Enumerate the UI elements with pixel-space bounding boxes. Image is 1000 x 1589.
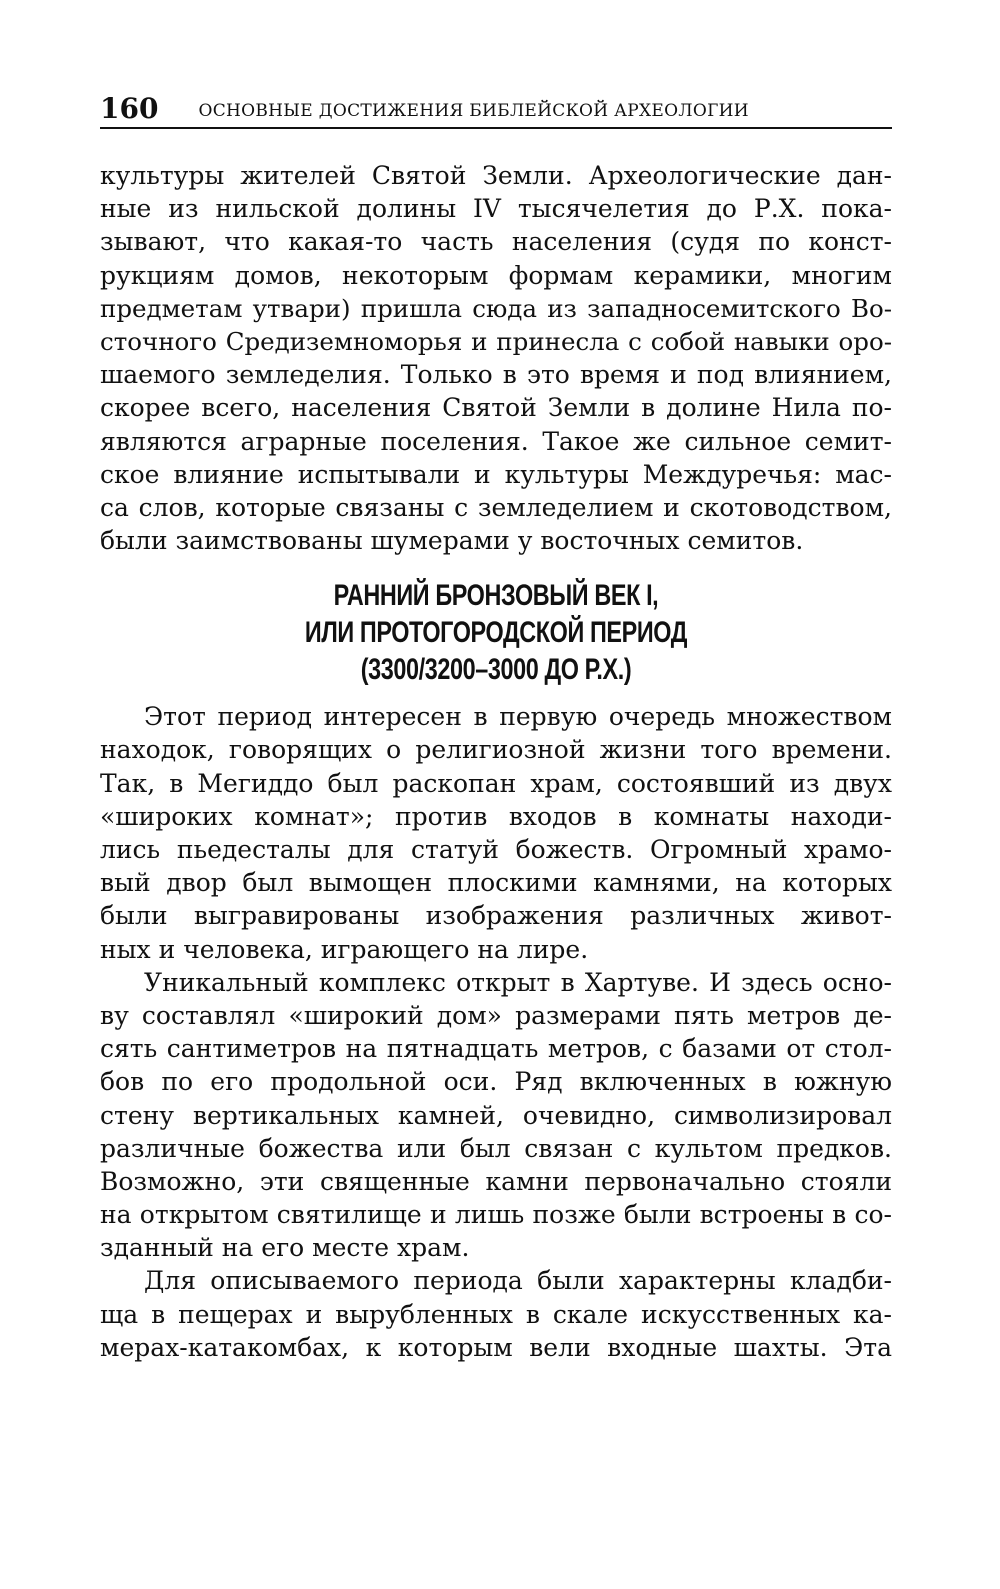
text-line: вый двор был вымощен плоскими камнями, на которых xyxy=(100,868,892,898)
text-line: были выгравированы изображения различных живот- xyxy=(100,901,892,931)
text-line: мерах-катакомбах, к которым вели входные шахты. Эта xyxy=(100,1332,892,1362)
text-line: сточного Средиземноморья и принесла с собой навыки оро- xyxy=(100,326,892,356)
text-line: ву составлял «широкий дом» размерами пять метров де- xyxy=(100,1000,892,1030)
text-line: на открытом святилище и лишь позже были встроены в со- xyxy=(100,1200,892,1230)
text-line: сять сантиметров на пятнадцать метров, с базами от стол- xyxy=(100,1034,892,1064)
text-line: «широких комнат»; против входов в комнаты находи- xyxy=(100,801,892,831)
text-line: скорее всего, населения Святой Земли в долине Нила по- xyxy=(100,393,892,423)
text-line: Возможно, эти священные камни первоначально стояли xyxy=(100,1166,892,1196)
text-line: зывают, что какая-то часть населения (судя по конст- xyxy=(100,227,892,257)
text-line: являются аграрные поселения. Такое же сильное семит- xyxy=(100,426,892,456)
text-line: ных и человека, играющего на лире. xyxy=(100,934,589,964)
paragraph-4 xyxy=(100,1264,892,1364)
text-line: Так, в Мегиддо был раскопан храм, состоявший из двух xyxy=(100,768,892,798)
heading-line: РАННИЙ БРОНЗОВЫЙ ВЕК I, xyxy=(333,579,659,613)
text-line: были заимствованы шумерами у восточных семитов. xyxy=(100,526,804,556)
text-line: предметам утвари) пришла сюда из западносемитского Во- xyxy=(100,293,892,323)
running-head xyxy=(100,92,892,129)
text-line: лись пьедесталы для статуй божеств. Огромный храмо- xyxy=(100,835,892,864)
text-line: Этот период интересен в первую очередь множеством xyxy=(144,702,892,732)
text-line: Для описываемого периода были характерны кладби- xyxy=(144,1266,892,1296)
text-line: ные из нильской долины IV тысячелетия до Р.Х. пока- xyxy=(100,194,892,224)
heading-line: (3300/3200–3000 ДО Р.Х.) xyxy=(360,653,632,687)
text-line: различные божества или был связан с культом предков. xyxy=(100,1133,892,1163)
paragraph-2 xyxy=(100,700,892,966)
text-line: шаемого земледелия. Только в это время и под влиянием, xyxy=(100,360,892,390)
book-page xyxy=(100,92,892,1364)
text-line: ское влияние испытывали и культуры Междуречья: мас- xyxy=(100,459,892,489)
paragraph-1 xyxy=(100,159,892,557)
section-heading xyxy=(100,577,892,688)
text-line: находок, говорящих о религиозной жизни того времени. xyxy=(100,735,892,765)
text-line: зданный на его месте храм. xyxy=(100,1233,470,1263)
text-line: культуры жителей Святой Земли. Археологические дан- xyxy=(100,161,892,190)
text-line: са слов, которые связаны с земледелием и скотоводством, xyxy=(100,492,892,522)
text-line: стену вертикальных камней, очевидно, символизировал xyxy=(100,1100,892,1130)
heading-line: ИЛИ ПРОТОГОРОДСКОЙ ПЕРИОД xyxy=(304,616,688,650)
text-line: бов по его продольной оси. Ряд включенных в южную xyxy=(100,1067,892,1097)
text-line: ща в пещерах и вырубленных в скале искусственных ка- xyxy=(100,1299,892,1329)
paragraph-3 xyxy=(100,966,892,1265)
running-title: ОСНОВНЫЕ ДОСТИЖЕНИЯ БИБЛЕЙСКОЙ АРХЕОЛОГИИ xyxy=(198,101,749,121)
page-number: 160 xyxy=(100,92,159,125)
text-line: рукциям домов, некоторым формам керамики, многим xyxy=(100,260,892,290)
text-line: Уникальный комплекс открыт в Хартуве. И здесь осно- xyxy=(144,967,892,997)
